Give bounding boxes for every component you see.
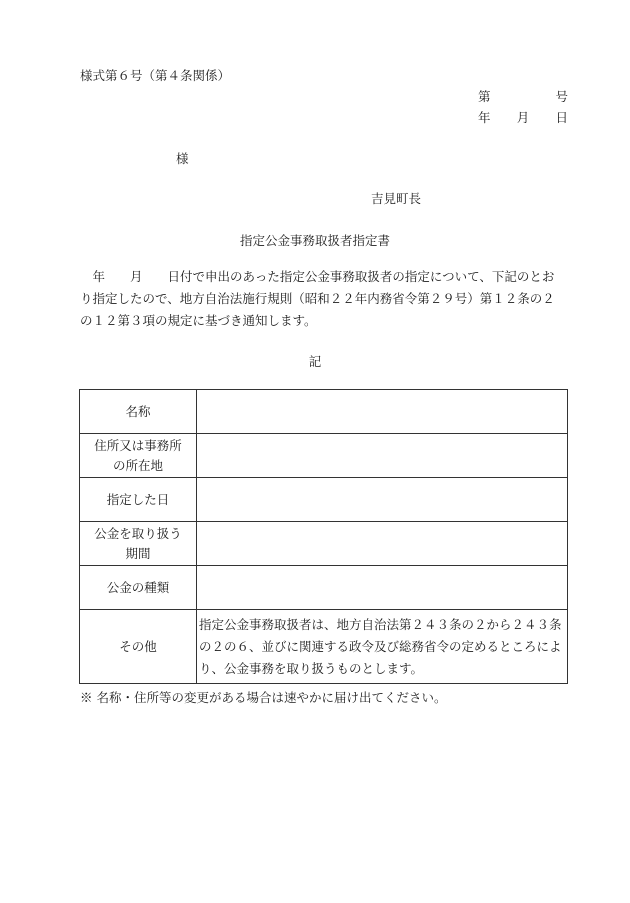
row-label-fund-type: 公金の種類 bbox=[80, 566, 197, 610]
document-title: 指定公金事務取扱者指定書 bbox=[239, 233, 390, 248]
date-month-label: 月 bbox=[516, 110, 530, 125]
reference-number bbox=[478, 87, 568, 105]
ref-number-prefix: 第 bbox=[478, 89, 491, 104]
table-row bbox=[80, 566, 568, 610]
row-value-designated-date bbox=[197, 478, 568, 522]
form-number: 様式第６号（第４条関係） bbox=[80, 68, 231, 83]
row-label-designated-date: 指定した日 bbox=[80, 478, 197, 522]
designation-table bbox=[79, 389, 568, 684]
date-day-label: 日 bbox=[555, 110, 568, 125]
table-row bbox=[80, 522, 568, 566]
body-line: り指定したので、地方自治法施行規則（昭和２２年内務省令第２９号）第１２条の２ bbox=[80, 291, 555, 306]
row-value-other: 指定公金事務取扱者は、地方自治法第２４３条の２から２４３条 の２の６、並びに関連する政令及び総務省令の定めるところによ り、公金事務を取り扱うものとします。 bbox=[197, 610, 568, 684]
row-label-other: その他 bbox=[80, 610, 197, 684]
row-value-name bbox=[197, 390, 568, 434]
table-row bbox=[80, 390, 568, 434]
table-row bbox=[80, 610, 568, 684]
row-value-period bbox=[197, 522, 568, 566]
table-row bbox=[80, 434, 568, 478]
row-value-fund-type bbox=[197, 566, 568, 610]
issue-date bbox=[478, 108, 568, 126]
recipient-suffix: 様 bbox=[176, 151, 189, 166]
table-row bbox=[80, 478, 568, 522]
ref-number-suffix: 号 bbox=[555, 89, 568, 104]
body-line: 年 月 日付で申出のあった指定公金事務取扱者の指定について、下記のとお bbox=[80, 269, 555, 284]
date-year-label: 年 bbox=[478, 110, 491, 125]
row-value-address bbox=[197, 434, 568, 478]
footnote: ※ 名称・住所等の変更がある場合は速やかに届け出てください。 bbox=[80, 690, 447, 705]
body-paragraph bbox=[80, 266, 570, 332]
body-line: の１２第３項の規定に基づき通知します。 bbox=[80, 313, 317, 328]
row-label-name: 名称 bbox=[80, 390, 197, 434]
issuer-name: 吉見町長 bbox=[371, 191, 422, 206]
row-label-address: 住所又は事務所 の所在地 bbox=[80, 434, 197, 478]
ki-heading: 記 bbox=[308, 354, 322, 369]
row-label-period: 公金を取り扱う 期間 bbox=[80, 522, 197, 566]
